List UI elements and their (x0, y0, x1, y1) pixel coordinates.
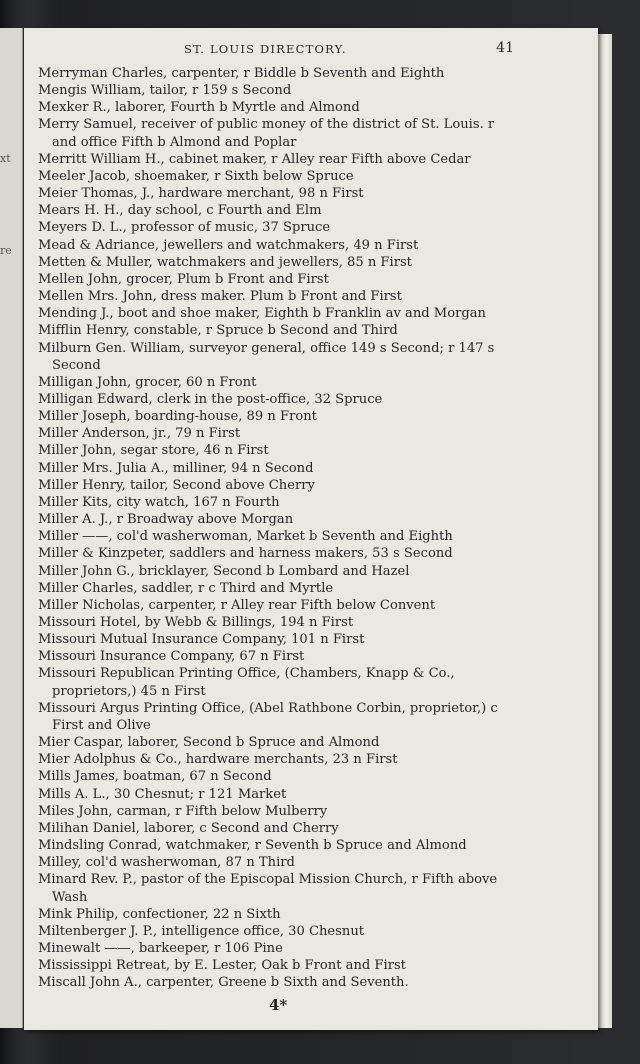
directory-entry: Missouri Mutual Insurance Company, 101 n First (38, 632, 365, 648)
page-header (24, 42, 598, 62)
directory-entry: Mifflin Henry, constable, r Spruce b Second and Third (38, 323, 398, 339)
directory-entry: Minewalt ——, barkeeper, r 106 Pine (38, 940, 283, 956)
directory-entry: Missouri Insurance Company, 67 n First (38, 649, 305, 665)
directory-page (24, 28, 598, 1030)
directory-entry: Mills James, boatman, 67 n Second (38, 769, 272, 785)
directory-entry: Mills A. L., 30 Chesnut; r 121 Market (38, 786, 287, 802)
directory-entry: Miscall John A., carpenter, Greene b Sixth and Seventh. (38, 975, 409, 991)
directory-entry: Meeler Jacob, shoemaker, r Sixth below Spruce (38, 168, 354, 184)
directory-entry: Mier Caspar, laborer, Second b Spruce and Almond (38, 735, 380, 751)
page-number: 41 (496, 40, 514, 56)
directory-entry: Missouri Republican Printing Office, (Chambers, Knapp & Co., proprietors,) 45 n First (38, 666, 455, 699)
directory-entry: Miltenberger J. P., intelligence office, 30 Chesnut (38, 923, 365, 939)
directory-entry: Mellen Mrs. John, dress maker. Plum b Front and First (38, 289, 402, 305)
directory-entry: Metten & Muller, watchmakers and jewellers, 85 n First (38, 254, 412, 270)
directory-entry: Mexker R., laborer, Fourth b Myrtle and Almond (38, 100, 360, 116)
directory-entry: Mending J., boot and shoe maker, Eighth b Franklin av and Morgan (38, 306, 486, 322)
directory-entry: Missouri Argus Printing Office, (Abel Rathbone Corbin, proprietor,) c First and Olive (38, 700, 498, 733)
directory-entry: Mindsling Conrad, watchmaker, r Seventh b Spruce and Almond (38, 838, 467, 854)
directory-entry: Milburn Gen. William, surveyor general, office 149 s Second; r 147 s Second (38, 340, 495, 373)
directory-entry: Merryman Charles, carpenter, r Biddle b Seventh and Eighth (38, 66, 445, 81)
directory-entry: Miller John, segar store, 46 n First (38, 443, 269, 459)
directory-entry: Miller ——, col'd washerwoman, Market b Seventh and Eighth (38, 529, 453, 545)
directory-entry: Miller Henry, tailor, Second above Cherry (38, 477, 315, 493)
directory-entry: Miller Kits, city watch, 167 n Fourth (38, 494, 280, 510)
directory-entry: Milligan Edward, clerk in the post-office, 32 Spruce (38, 391, 383, 407)
directory-entry: Mink Philip, confectioner, 22 n Sixth (38, 906, 281, 922)
directory-entry: Miles John, carman, r Fifth below Mulberry (38, 803, 328, 819)
directory-entry: Minard Rev. P., pastor of the Episcopal Mission Church, r Fifth above Wash (38, 872, 498, 905)
running-head: ST. LOUIS DIRECTORY. (184, 42, 347, 56)
directory-entry: Mead & Adriance, jewellers and watchmakers, 49 n First (38, 237, 419, 253)
previous-page-fragment: xt (0, 152, 11, 165)
directory-entry: Missouri Hotel, by Webb & Billings, 194 n First (38, 615, 354, 630)
previous-page-edge (0, 28, 23, 1028)
directory-entry: Miller & Kinzpeter, saddlers and harness makers, 53 s Second (38, 546, 453, 562)
signature-mark: 4* (269, 996, 288, 1014)
directory-entry: Merritt William H., cabinet maker, r Alley rear Fifth above Cedar (38, 151, 471, 167)
page-edge-stack (598, 34, 612, 1028)
directory-entry: Miller A. J., r Broadway above Morgan (38, 512, 294, 528)
directory-entry: Meyers D. L., professor of music, 37 Spruce (38, 220, 331, 236)
directory-entry: Mengis William, tailor, r 159 s Second (38, 83, 292, 99)
directory-entry: Mellen John, grocer, Plum b Front and First (38, 271, 329, 287)
directory-entry: Miller Nicholas, carpenter, r Alley rear Fifth below Convent (38, 597, 436, 613)
directory-entry: Milley, col'd washerwoman, 87 n Third (38, 855, 295, 871)
directory-entry: Milihan Daniel, laborer, c Second and Cherry (38, 820, 339, 836)
directory-entries (38, 65, 518, 991)
directory-entry: Miller Charles, saddler, r c Third and Myrtle (38, 580, 334, 596)
directory-entry: Mier Adolphus & Co., hardware merchants, 23 n First (38, 752, 398, 768)
directory-entry: Miller Anderson, jr., 79 n First (38, 426, 241, 442)
directory-entry: Merry Samuel, receiver of public money of the district of St. Louis. r and office Fifth b Almond and Poplar (38, 117, 495, 150)
directory-entry: Miller Joseph, boarding-house, 89 n Front (38, 409, 317, 425)
directory-entry: Milligan John, grocer, 60 n Front (38, 374, 257, 390)
directory-entry: Meier Thomas, J., hardware merchant, 98 n First (38, 186, 364, 202)
directory-entry: Mississippi Retreat, by E. Lester, Oak b Front and First (38, 958, 406, 974)
previous-page-fragment: re (0, 244, 12, 257)
directory-entry: Mears H. H., day school, c Fourth and Elm (38, 203, 322, 219)
directory-entry: Miller Mrs. Julia A., milliner, 94 n Second (38, 460, 314, 476)
directory-entry: Miller John G., bricklayer, Second b Lombard and Hazel (38, 563, 410, 579)
